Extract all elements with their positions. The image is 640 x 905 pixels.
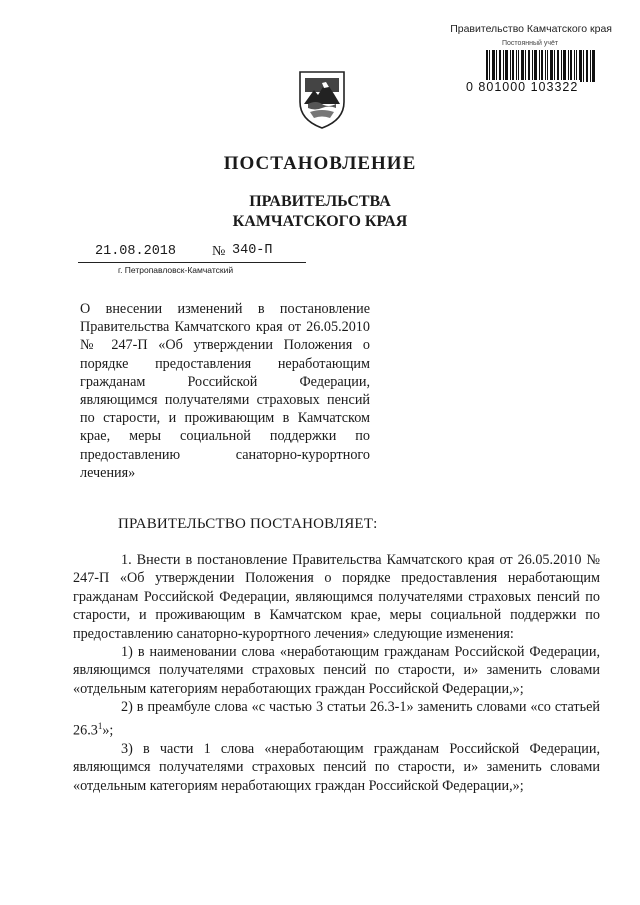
- paragraph-3-text: 2) в преамбуле слова «с частью 3 статьи 26.3-1» заменить словами «со статьей 26.3: [73, 699, 600, 739]
- city: г. Петропавловск-Камчатский: [118, 265, 234, 275]
- paragraph-3-superscript: 1: [97, 720, 103, 731]
- paragraph-2: 1) в наименовании слова «неработающим гражданам Российской Федерации, являющимся получателями страховых пенсий по старости, и» заменить словами «отдельным категориям неработающих граждан Российской Федерации,»;: [73, 644, 600, 697]
- paragraph-4: 3) в части 1 слова «неработающим гражданам Российской Федерации, являющимся получателями страховых пенсий по старости, и» заменить словами «отдельным категориям неработающих граждан Российской Федерации,»;: [73, 740, 600, 794]
- registration-underline: [78, 262, 306, 263]
- barcode-caption: Постоянный учёт: [502, 40, 559, 47]
- registration-number: 340-П: [232, 243, 273, 258]
- document-subject: О внесении изменений в постановление Правительства Камчатского края от 26.05.2010 № 247-П «Об утверждении Положения о порядке предоставления неработающим гражданам Российской Федерации, являющимся получателями страховых пенсий по старости, и проживающим в Камчатском крае, меры социальной поддержки по предоставлению санаторно-курортного лечения»: [80, 301, 370, 481]
- issuer-line-1: ПРАВИТЕЛЬСТВА: [249, 193, 391, 210]
- paragraph-3: [73, 698, 600, 740]
- kamchatka-emblem-icon: [296, 68, 348, 130]
- registration-date: 21.08.2018: [95, 244, 177, 259]
- document-body: [73, 551, 600, 795]
- paragraph-3-tail: »;: [102, 722, 114, 739]
- registration-number-label: №: [212, 244, 226, 259]
- issuer: [0, 192, 640, 232]
- paragraph-1: 1. Внести в постановление Правительства Камчатского края от 26.05.2010 № 247-П «Об утверждении Положения о порядке предоставления неработающим гражданам Российской Федерации, являющимся получателями страховых пенсий по старости, и проживающим в Камчатском крае, меры социальной поддержки по предоставлению санаторно-курортного лечения» следующие изменения:: [73, 552, 600, 642]
- barcode-number: 0 801000 103322: [466, 80, 579, 94]
- preamble: ПРАВИТЕЛЬСТВО ПОСТАНОВЛЯЕТ:: [118, 516, 378, 532]
- issuer-line-2: КАМЧАТСКОГО КРАЯ: [232, 213, 408, 230]
- header-organization: Правительство Камчатского края: [450, 23, 612, 35]
- document-type: ПОСТАНОВЛЕНИЕ: [223, 153, 417, 174]
